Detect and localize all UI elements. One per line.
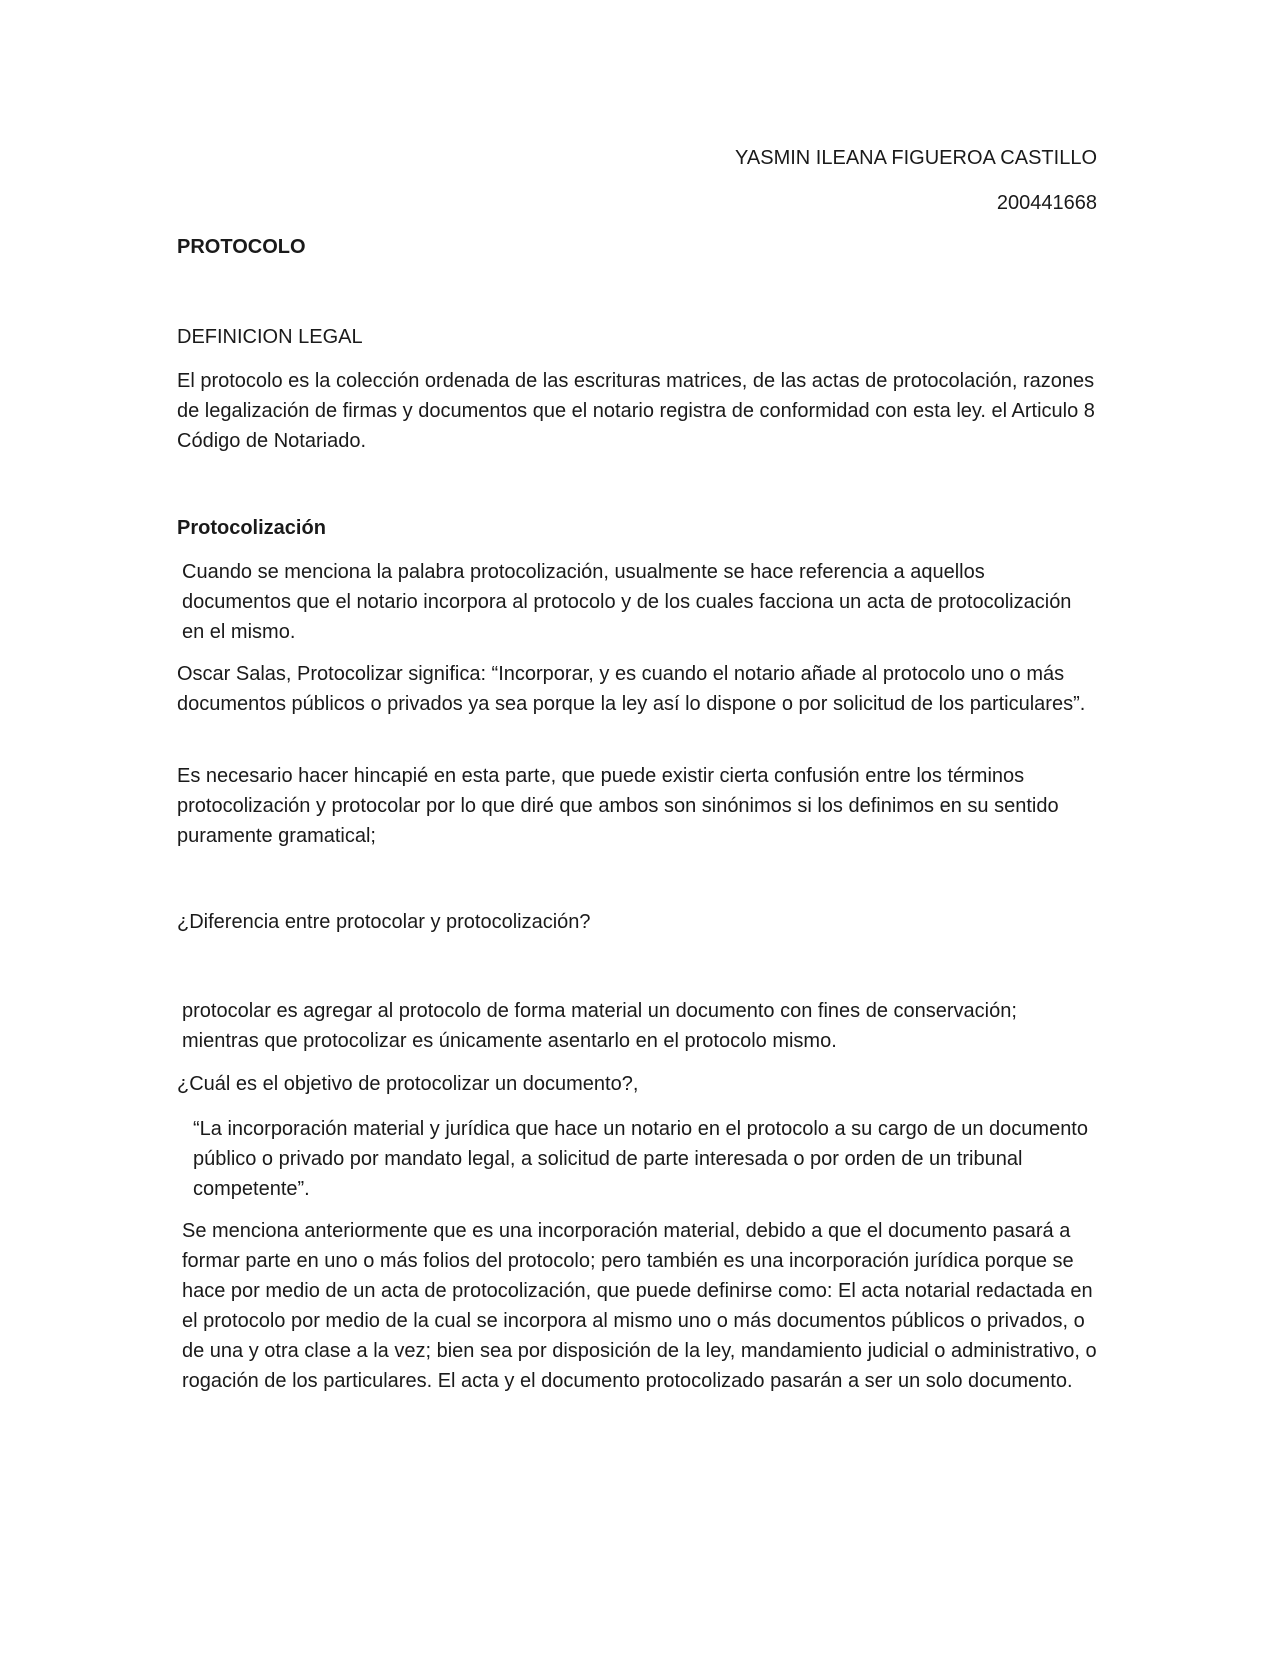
difference-question: ¿Diferencia entre protocolar y protocolización? [177, 911, 591, 933]
protocolizacion-heading: Protocolización [177, 517, 326, 539]
legal-definition-heading: DEFINICION LEGAL [177, 326, 363, 348]
objective-answer: “La incorporación material y jurídica que hace un notario en el protocolo a su cargo de un documento público o privado por mandato legal, a solicitud de parte interesada o por orden de un tribunal competente”. [193, 1118, 1088, 1200]
final-paragraph: Se menciona anteriormente que es una incorporación material, debido a que el documento pasará a formar parte en uno o más folios del protocolo; pero también es una incorporación jurídica porque se hace por medio de un acta de protocolización, que puede definirse como: El acta notarial redactada en el protocolo por medio de la cual se incorpora al mismo uno o más documentos públicos o privados, o de una y otra clase a la vez; bien sea por disposición de la ley, mandamiento judicial o administrativo, o rogación de los particulares. El acta y el documento protocolizado pasarán a ser un solo documento. [182, 1220, 1097, 1392]
author-name: YASMIN ILEANA FIGUEROA CASTILLO [735, 147, 1097, 169]
document-title: PROTOCOLO [177, 236, 306, 258]
student-id: 200441668 [996, 192, 1097, 214]
protocolizacion-paragraph-2: Oscar Salas, Protocolizar significa: “Incorporar, y es cuando el notario añade al protocolo uno o más documentos públicos o privados ya sea porque la ley así lo dispone o por solicitud de los particulares”. [177, 663, 1086, 715]
difference-answer: protocolar es agregar al protocolo de forma material un documento con fines de conservación; mientras que protocolizar es únicamente asentarlo en el protocolo mismo. [182, 1000, 1017, 1052]
protocolizacion-paragraph-1: Cuando se menciona la palabra protocolización, usualmente se hace referencia a aquellos documentos que el notario incorpora al protocolo y de los cuales facciona un acta de protocolización en el mismo. [182, 561, 1072, 643]
legal-definition-paragraph: El protocolo es la colección ordenada de las escrituras matrices, de las actas de protocolación, razones de legalización de firmas y documentos que el notario registra de conformidad con esta ley. el Articulo 8 Código de Notariado. [177, 370, 1095, 452]
protocolizacion-paragraph-3: Es necesario hacer hincapié en esta parte, que puede existir cierta confusión entre los términos protocolización y protocolar por lo que diré que ambos son sinónimos si los definimos en su sentido puramente gramatical; [177, 765, 1059, 847]
objective-question: ¿Cuál es el objetivo de protocolizar un documento?, [177, 1073, 639, 1095]
